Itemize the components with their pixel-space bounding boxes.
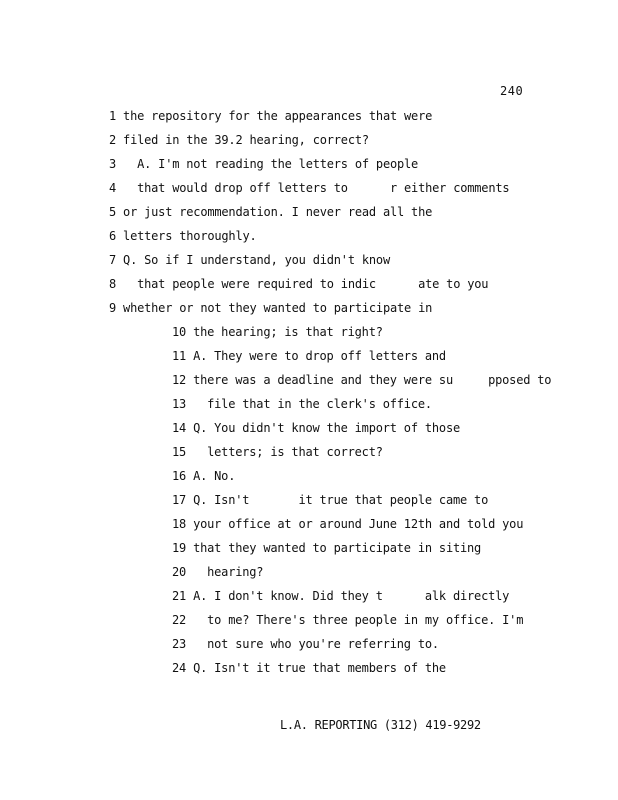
page-number: 240 — [500, 84, 524, 98]
transcript-line-17: 17 Q. Isn't it true that people came to — [172, 493, 489, 507]
transcript-line-9: 9 whether or not they wanted to participate in — [109, 301, 433, 315]
transcript-line-1: 1 the repository for the appearances that were — [109, 109, 433, 123]
transcript-line-20: 20 hearing? — [172, 565, 264, 579]
transcript-line-13: 13 file that in the clerk's office. — [172, 397, 432, 411]
transcript-line-16: 16 A. No. — [172, 469, 236, 483]
transcript-line-21: 21 A. I don't know. Did they t alk directly — [172, 589, 510, 603]
transcript-line-12: 12 there was a deadline and they were su pposed to — [172, 373, 552, 387]
transcript-line-14: 14 Q. You didn't know the import of those — [172, 421, 461, 435]
transcript-line-19: 19 that they wanted to participate in siting — [172, 541, 482, 555]
transcript-line-2: 2 filed in the 39.2 hearing, correct? — [109, 133, 369, 147]
transcript-line-7: 7 Q. So if I understand, you didn't know — [109, 253, 390, 267]
transcript-line-18: 18 your office at or around June 12th and told you — [172, 517, 524, 531]
transcript-line-11: 11 A. They were to drop off letters and — [172, 349, 446, 363]
transcript-line-5: 5 or just recommendation. I never read all the — [109, 205, 433, 219]
transcript-line-23: 23 not sure who you're referring to. — [172, 637, 439, 651]
transcript-line-22: 22 to me? There's three people in my office. I'm — [172, 613, 524, 627]
transcript-line-10: 10 the hearing; is that right? — [172, 325, 383, 339]
transcript-line-8: 8 that people were required to indic ate to you — [109, 277, 489, 291]
transcript-line-3: 3 A. I'm not reading the letters of people — [109, 157, 419, 171]
transcript-line-15: 15 letters; is that correct? — [172, 445, 383, 459]
reporter-footer: L.A. REPORTING (312) 419-9292 — [280, 718, 481, 732]
transcript-line-4: 4 that would drop off letters to r either comments — [109, 181, 510, 195]
transcript-line-6: 6 letters thoroughly. — [109, 229, 257, 243]
transcript-line-24: 24 Q. Isn't it true that members of the — [172, 661, 446, 675]
